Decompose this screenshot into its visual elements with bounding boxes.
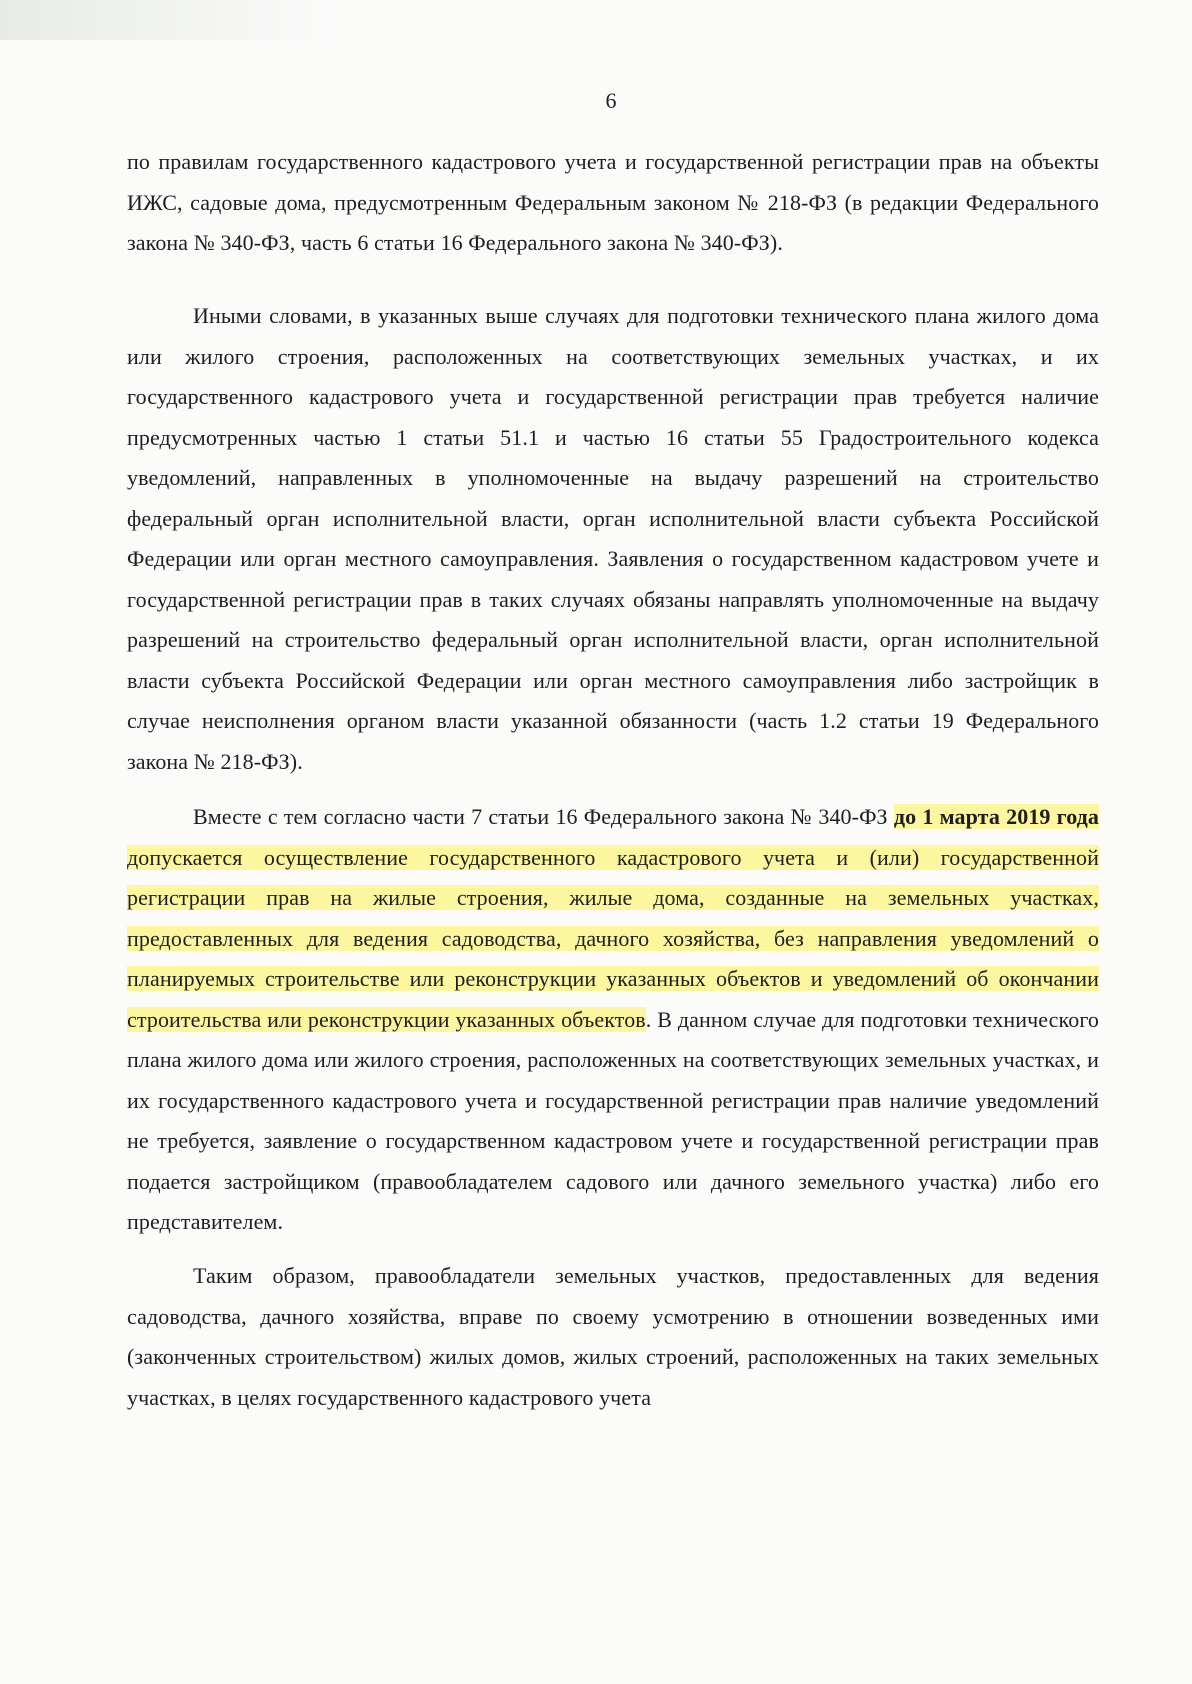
- paragraph-1: по правилам государственного кадастрового учета и государственной регистрации прав на объекты ИЖС, садовые дома, предусмотренным Федеральным законом № 218-ФЗ (в редакции Федерального закона № 340-ФЗ, часть 6 статьи 16 Федерального закона № 340-ФЗ).: [127, 149, 1099, 255]
- paragraph-4: Таким образом, правообладатели земельных участков, предоставленных для ведения садоводства, дачного хозяйства, вправе по своему усмотрению в отношении возведенных ими (законченных строительством) жилых домов, жилых строений, расположенных на таких земельных участках, в целях государственного кадастрового учета: [127, 1263, 1099, 1410]
- paragraph-3-rest: . В данном случае для подготовки технического плана жилого дома или жилого строения, расположенных на соответствующих земельных участках, и их государственного кадастрового учета и государственной регистрации прав наличие уведомлений не требуется, заявление о государственном кадастровом учете и государственной регистрации прав подается застройщиком (правообладателем садового или дачного земельного участка) либо его представителем.: [127, 1006, 1099, 1234]
- highlighted-passage: допускается осуществление государственного кадастрового учета и (или) государственной регистрации прав на жилые строения, жилые дома, созданные на земельных участках, предоставленных для ведения садоводства, дачного хозяйства, без направления уведомлений о планируемых строительстве или реконструкции указанных объектов и уведомлений об окончании строительства или реконструкции указанных объектов: [127, 844, 1099, 1032]
- scan-edge-mark: [0, 0, 340, 40]
- highlighted-deadline: до 1 марта 2019 года: [893, 804, 1100, 829]
- paragraph-3: [127, 797, 1099, 1243]
- paragraph-3-intro: Вместе с тем согласно части 7 статьи 16 Федерального закона № 340-ФЗ: [193, 804, 894, 829]
- page-number: 6: [605, 88, 617, 113]
- paragraph-2: Иными словами, в указанных выше случаях для подготовки технического плана жилого дома или жилого строения, расположенных на соответствующих земельных участках, и их государственного кадастрового учета и государственной регистрации прав требуется наличие предусмотренных частью 1 статьи 51.1 и частью 16 статьи 55 Градостроительного кодекса уведомлений, направленных в уполномоченные на выдачу разрешений на строительство федеральный орган исполнительной власти, орган исполнительной власти субъекта Российской Федерации или орган местного самоуправления. Заявления о государственном кадастровом учете и государственной регистрации прав в таких случаях обязаны направлять уполномоченные на выдачу разрешений на строительство федеральный орган исполнительной власти, орган исполнительной власти субъекта Российской Федерации или орган местного самоуправления либо застройщик в случае неисполнения органом власти указанной обязанности (часть 1.2 статьи 19 Федерального закона № 218-ФЗ).: [127, 303, 1099, 774]
